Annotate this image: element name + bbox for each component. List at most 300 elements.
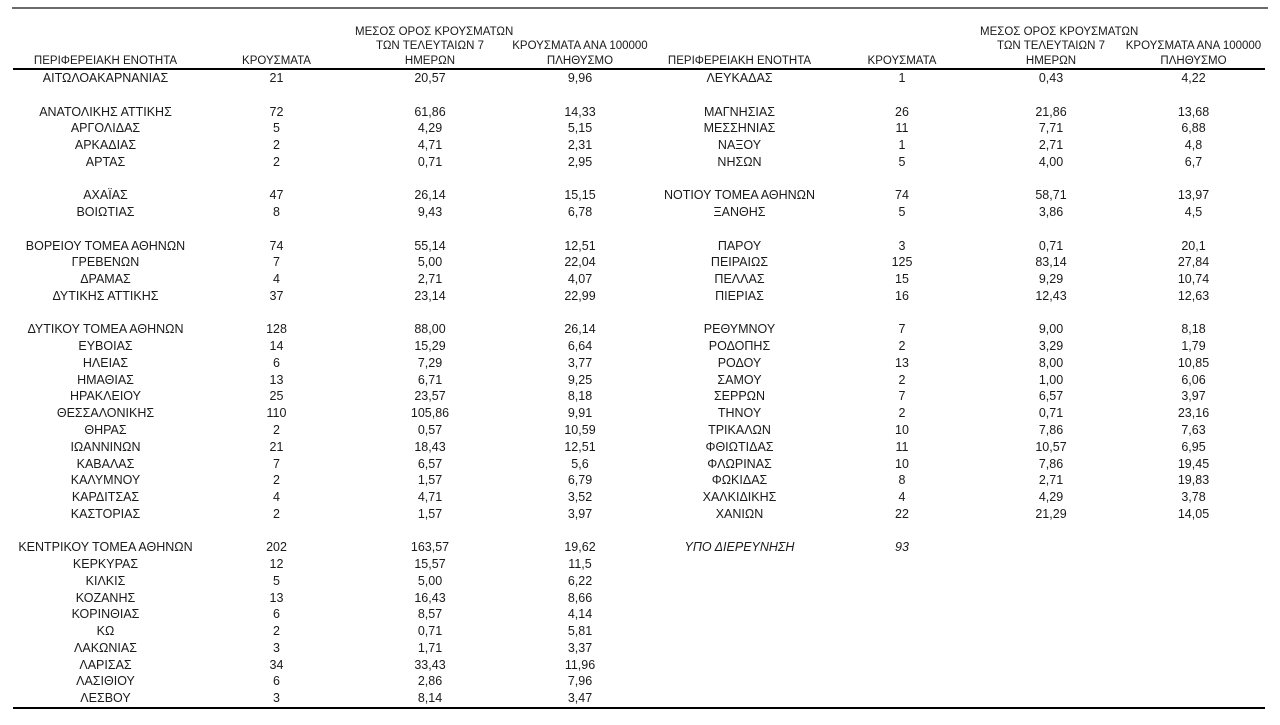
region-cell: ΗΜΑΘΙΑΣ bbox=[77, 372, 134, 387]
table-row bbox=[13, 489, 1265, 506]
value-cell: 2,71 bbox=[1038, 138, 1064, 153]
value-cell: 26,14 bbox=[414, 188, 446, 203]
header-avg7-left-line3: ΗΜΕΡΩΝ bbox=[355, 53, 505, 69]
value-cell: 58,71 bbox=[1035, 188, 1067, 203]
value-cell bbox=[1122, 87, 1265, 104]
region-cell bbox=[13, 221, 198, 238]
value-cell: 3,29 bbox=[1038, 339, 1064, 354]
header-empty bbox=[505, 25, 655, 39]
region-cell: ΓΡΕΒΕΝΩΝ bbox=[71, 255, 140, 270]
table-row bbox=[13, 573, 1265, 590]
region-cell: ΝΑΞΟΥ bbox=[717, 138, 762, 153]
value-cell bbox=[980, 221, 1122, 238]
value-cell bbox=[1122, 221, 1265, 238]
value-cell bbox=[824, 573, 980, 590]
value-cell bbox=[980, 640, 1122, 657]
value-cell bbox=[198, 523, 355, 540]
region-cell: ΚΑΒΑΛΑΣ bbox=[76, 456, 135, 471]
value-cell: 37 bbox=[269, 288, 284, 303]
table-row bbox=[13, 338, 1265, 355]
top-rule bbox=[12, 7, 1268, 9]
value-cell bbox=[980, 556, 1122, 573]
value-cell: 1 bbox=[898, 138, 906, 153]
value-cell: 88,00 bbox=[414, 322, 446, 337]
value-cell: 3,47 bbox=[505, 690, 655, 708]
value-cell: 4,29 bbox=[417, 121, 443, 136]
region-cell: ΡΕΘΥΜΝΟΥ bbox=[703, 322, 776, 337]
value-cell: 0,57 bbox=[417, 423, 443, 438]
spacer-row bbox=[13, 87, 1265, 104]
region-cell: ΛΑΣΙΘΙΟΥ bbox=[76, 674, 135, 689]
table-row bbox=[13, 422, 1265, 439]
region-cell: ΝΟΤΙΟΥ ΤΟΜΕΑ ΑΘΗΝΩΝ bbox=[663, 188, 816, 203]
value-cell: 2 bbox=[273, 473, 280, 488]
value-cell: 20,57 bbox=[414, 71, 446, 85]
region-cell: ΧΑΛΚΙΔΙΚΗΣ bbox=[702, 490, 777, 505]
value-cell: 3,97 bbox=[1181, 389, 1206, 404]
value-cell bbox=[824, 673, 980, 690]
value-cell: 6 bbox=[273, 674, 280, 689]
value-cell: 5 bbox=[273, 121, 280, 136]
region-cell: ΞΑΝΘΗΣ bbox=[713, 205, 766, 220]
region-cell bbox=[655, 573, 824, 590]
value-cell: 4,22 bbox=[1181, 71, 1206, 85]
value-cell: 13 bbox=[269, 372, 284, 387]
region-cell: ΣΑΜΟΥ bbox=[717, 372, 762, 387]
header-empty bbox=[824, 39, 980, 53]
region-cell bbox=[655, 171, 824, 188]
header-empty bbox=[1122, 25, 1265, 39]
value-cell: 10,59 bbox=[564, 423, 596, 438]
value-cell: 0,71 bbox=[417, 624, 443, 639]
value-cell: 25 bbox=[269, 389, 284, 404]
region-cell bbox=[655, 623, 824, 640]
region-cell bbox=[655, 305, 824, 322]
value-cell: 3 bbox=[898, 238, 906, 253]
value-cell: 15,15 bbox=[564, 188, 596, 203]
region-cell: ΕΥΒΟΙΑΣ bbox=[78, 339, 133, 354]
region-cell: ΛΑΡΙΣΑΣ bbox=[79, 657, 132, 672]
header-row-3 bbox=[13, 53, 1265, 69]
value-cell bbox=[1122, 606, 1265, 623]
region-cell bbox=[655, 606, 824, 623]
header-per100k-left-line2: ΠΛΗΘΥΣΜΟ bbox=[505, 53, 655, 69]
value-cell: 12,43 bbox=[1035, 288, 1067, 303]
value-cell bbox=[980, 573, 1122, 590]
value-cell: 23,14 bbox=[414, 288, 446, 303]
region-cell: ΑΧΑΪΑΣ bbox=[83, 188, 128, 203]
table-row bbox=[13, 472, 1265, 489]
value-cell: 3 bbox=[198, 690, 355, 708]
region-cell bbox=[655, 221, 824, 238]
value-cell: 2,71 bbox=[1038, 473, 1064, 488]
value-cell bbox=[1122, 590, 1265, 607]
spacer-row bbox=[13, 221, 1265, 238]
value-cell: 128 bbox=[266, 322, 287, 337]
value-cell: 16 bbox=[895, 288, 909, 303]
region-cell bbox=[13, 305, 198, 322]
value-cell: 15,29 bbox=[414, 339, 446, 354]
value-cell: 61,86 bbox=[414, 104, 446, 119]
value-cell bbox=[980, 523, 1122, 540]
region-cell bbox=[655, 657, 824, 674]
value-cell bbox=[1122, 573, 1265, 590]
header-avg7-left-line1: ΜΕΣΟΣ ΟΡΟΣ ΚΡΟΥΣΜΑΤΩΝ bbox=[355, 26, 514, 38]
value-cell: 125 bbox=[891, 255, 913, 270]
value-cell: 33,43 bbox=[414, 657, 446, 672]
value-cell: 6 bbox=[273, 355, 280, 370]
value-cell bbox=[355, 221, 505, 238]
value-cell: 5,00 bbox=[417, 255, 443, 270]
region-cell bbox=[13, 171, 198, 188]
value-cell: 4,00 bbox=[1038, 154, 1064, 169]
value-cell bbox=[1122, 556, 1265, 573]
table-row bbox=[13, 288, 1265, 305]
value-cell: 12,63 bbox=[1177, 288, 1210, 303]
region-cell: ΘΕΣΣΑΛΟΝΙΚΗΣ bbox=[56, 406, 155, 421]
value-cell bbox=[824, 171, 980, 188]
value-cell bbox=[980, 87, 1122, 104]
header-row-2 bbox=[13, 39, 1265, 53]
region-cell: ΦΘΙΩΤΙΔΑΣ bbox=[705, 439, 774, 454]
region-cell: ΑΡΓΟΛΙΔΑΣ bbox=[70, 121, 141, 136]
value-cell: 4 bbox=[273, 272, 280, 287]
table-row bbox=[13, 204, 1265, 221]
value-cell: 202 bbox=[266, 540, 287, 555]
value-cell: 2 bbox=[273, 423, 280, 438]
value-cell bbox=[355, 87, 505, 104]
region-cell: ΦΛΩΡΙΝΑΣ bbox=[707, 456, 772, 471]
value-cell bbox=[1122, 673, 1265, 690]
header-cases-right: ΚΡΟΥΣΜΑΤΑ bbox=[824, 53, 980, 69]
value-cell bbox=[824, 590, 980, 607]
value-cell bbox=[1122, 690, 1265, 708]
value-cell: 7 bbox=[898, 322, 906, 337]
region-cell: ΥΠΟ ΔΙΕΡΕΥΝΗΣΗ bbox=[684, 540, 795, 555]
value-cell: 6,95 bbox=[1181, 439, 1206, 454]
value-cell: 10,74 bbox=[1177, 272, 1210, 287]
value-cell: 7,86 bbox=[1038, 456, 1064, 471]
value-cell: 6,79 bbox=[567, 473, 593, 488]
region-cell bbox=[655, 523, 824, 540]
value-cell bbox=[1122, 623, 1265, 640]
value-cell: 9,43 bbox=[417, 205, 443, 220]
region-cell: ΑΙΤΩΛΟΑΚΑΡΝΑΝΙΑΣ bbox=[42, 71, 169, 85]
value-cell: 0,71 bbox=[1038, 406, 1064, 421]
value-cell: 18,43 bbox=[414, 439, 446, 454]
value-cell: 22,04 bbox=[564, 255, 596, 270]
value-cell: 4,71 bbox=[417, 138, 443, 153]
value-cell: 2 bbox=[898, 406, 906, 421]
region-cell: ΒΟΙΩΤΙΑΣ bbox=[76, 205, 135, 220]
region-cell: ΤΡΙΚΑΛΩΝ bbox=[708, 423, 771, 438]
region-cell bbox=[13, 87, 198, 104]
region-cell: ΚΟΡΙΝΘΙΑΣ bbox=[71, 607, 140, 622]
value-cell bbox=[505, 171, 655, 188]
value-cell: 4,8 bbox=[1184, 138, 1203, 153]
region-cell: ΜΑΓΝΗΣΙΑΣ bbox=[704, 104, 775, 119]
value-cell: 4 bbox=[898, 490, 906, 505]
region-cell bbox=[655, 673, 824, 690]
table-row bbox=[13, 456, 1265, 473]
value-cell: 19,83 bbox=[1177, 473, 1210, 488]
value-cell: 0,43 bbox=[1038, 71, 1064, 85]
value-cell: 3,52 bbox=[567, 490, 593, 505]
value-cell bbox=[505, 305, 655, 322]
region-cell: ΚΑΛΥΜΝΟΥ bbox=[70, 473, 141, 488]
region-cell: ΠΕΛΛΑΣ bbox=[714, 272, 765, 287]
value-cell: 8,00 bbox=[1038, 355, 1064, 370]
header-empty bbox=[655, 39, 824, 53]
value-cell bbox=[980, 657, 1122, 674]
table-row bbox=[13, 439, 1265, 456]
value-cell: 7 bbox=[898, 389, 906, 404]
header-row-1 bbox=[13, 25, 1265, 39]
value-cell: 6,7 bbox=[1184, 154, 1203, 169]
value-cell: 83,14 bbox=[1035, 255, 1067, 270]
value-cell bbox=[1122, 523, 1265, 540]
value-cell bbox=[355, 305, 505, 322]
value-cell: 6,22 bbox=[567, 573, 593, 588]
header-avg7-right-line2: ΤΩΝ ΤΕΛΕΥΤΑΙΩΝ 7 bbox=[997, 40, 1105, 52]
region-cell: ΘΗΡΑΣ bbox=[84, 423, 127, 438]
table-row bbox=[13, 69, 1265, 87]
value-cell: 13,68 bbox=[1177, 104, 1210, 119]
value-cell: 6,71 bbox=[417, 372, 443, 387]
value-cell: 15,57 bbox=[414, 557, 446, 572]
header-empty bbox=[198, 25, 355, 39]
value-cell bbox=[980, 590, 1122, 607]
value-cell: 163,57 bbox=[410, 540, 450, 555]
value-cell: 8,66 bbox=[567, 590, 593, 605]
value-cell: 7,71 bbox=[1038, 121, 1064, 136]
value-cell: 2 bbox=[898, 339, 906, 354]
region-cell: ΦΩΚΙΔΑΣ bbox=[711, 473, 768, 488]
table-body bbox=[13, 69, 1265, 708]
value-cell bbox=[1122, 539, 1265, 556]
value-cell bbox=[198, 87, 355, 104]
region-cell bbox=[655, 590, 824, 607]
table-row bbox=[13, 673, 1265, 690]
table-row bbox=[13, 271, 1265, 288]
table-row bbox=[13, 254, 1265, 271]
header-cases-left: ΚΡΟΥΣΜΑΤΑ bbox=[198, 53, 355, 69]
region-cell: ΧΑΝΙΩΝ bbox=[715, 506, 764, 521]
value-cell: 9,96 bbox=[567, 71, 593, 85]
value-cell: 3,37 bbox=[567, 640, 593, 655]
value-cell: 21 bbox=[269, 71, 284, 85]
value-cell: 19,62 bbox=[564, 540, 596, 555]
region-cell: ΚΩ bbox=[96, 624, 115, 639]
value-cell: 2 bbox=[273, 154, 280, 169]
value-cell bbox=[824, 221, 980, 238]
value-cell: 8,18 bbox=[1181, 322, 1206, 337]
value-cell: 22,99 bbox=[564, 288, 596, 303]
region-cell: ΤΗΝΟΥ bbox=[717, 406, 762, 421]
value-cell: 0,71 bbox=[1038, 238, 1064, 253]
value-cell: 6,64 bbox=[567, 339, 593, 354]
value-cell: 8,18 bbox=[567, 389, 593, 404]
value-cell: 55,14 bbox=[414, 238, 446, 253]
value-cell: 47 bbox=[269, 188, 284, 203]
value-cell bbox=[505, 523, 655, 540]
value-cell: 3,77 bbox=[567, 355, 593, 370]
value-cell: 8 bbox=[898, 473, 906, 488]
header-empty bbox=[824, 25, 980, 39]
value-cell: 11 bbox=[895, 439, 909, 454]
value-cell: 1,79 bbox=[1181, 339, 1206, 354]
header-empty bbox=[198, 39, 355, 53]
table-row bbox=[13, 657, 1265, 674]
region-cell bbox=[655, 87, 824, 104]
region-cell: ΠΙΕΡΙΑΣ bbox=[715, 288, 764, 303]
region-cell: ΡΟΔΟΠΗΣ bbox=[708, 339, 771, 354]
value-cell: 21 bbox=[269, 439, 284, 454]
value-cell: 14,33 bbox=[564, 104, 596, 119]
region-cell: ΙΩΑΝΝΙΝΩΝ bbox=[70, 439, 141, 454]
spacer-row bbox=[13, 171, 1265, 188]
region-cell: ΚΑΣΤΟΡΙΑΣ bbox=[70, 506, 141, 521]
value-cell bbox=[505, 221, 655, 238]
region-cell: ΔΥΤΙΚΟΥ ΤΟΜΕΑ ΑΘΗΝΩΝ bbox=[27, 322, 184, 337]
region-cell bbox=[13, 523, 198, 540]
value-cell: 4,29 bbox=[1038, 490, 1064, 505]
value-cell: 9,29 bbox=[1038, 272, 1064, 287]
value-cell: 1 bbox=[898, 71, 906, 85]
region-cell: ΝΗΣΩΝ bbox=[717, 154, 762, 169]
value-cell: 2,86 bbox=[417, 674, 443, 689]
value-cell: 2,95 bbox=[567, 154, 593, 169]
value-cell: 6,57 bbox=[417, 456, 443, 471]
value-cell: 3 bbox=[273, 640, 280, 655]
region-cell: ΚΕΝΤΡΙΚΟΥ ΤΟΜΕΑ ΑΘΗΝΩΝ bbox=[18, 540, 193, 555]
table-row bbox=[13, 623, 1265, 640]
value-cell bbox=[980, 606, 1122, 623]
value-cell: 110 bbox=[266, 406, 287, 421]
spacer-row bbox=[13, 305, 1265, 322]
region-cell: ΛΕΥΚΑΔΑΣ bbox=[706, 71, 773, 85]
value-cell: 4,5 bbox=[1184, 205, 1203, 220]
header-empty bbox=[13, 39, 198, 53]
value-cell: 6 bbox=[273, 607, 280, 622]
value-cell bbox=[198, 171, 355, 188]
value-cell bbox=[198, 221, 355, 238]
value-cell: 7,63 bbox=[1181, 423, 1206, 438]
value-cell bbox=[824, 87, 980, 104]
value-cell: 10 bbox=[895, 423, 909, 438]
value-cell bbox=[824, 640, 980, 657]
value-cell bbox=[355, 171, 505, 188]
table-header bbox=[13, 25, 1265, 69]
value-cell: 10,85 bbox=[1177, 355, 1210, 370]
value-cell: 9,00 bbox=[1038, 322, 1064, 337]
value-cell: 2,31 bbox=[567, 138, 593, 153]
header-empty bbox=[13, 25, 198, 39]
value-cell: 4,07 bbox=[567, 272, 593, 287]
value-cell: 10,57 bbox=[1035, 439, 1067, 454]
header-per100k-left-line1: ΚΡΟΥΣΜΑΤΑ ΑΝΑ 100000 bbox=[512, 40, 648, 52]
value-cell: 74 bbox=[269, 238, 284, 253]
value-cell bbox=[1122, 305, 1265, 322]
value-cell bbox=[980, 539, 1122, 556]
value-cell: 11 bbox=[895, 121, 909, 136]
regional-cases-table bbox=[13, 25, 1265, 709]
value-cell: 26 bbox=[895, 104, 909, 119]
value-cell bbox=[980, 673, 1122, 690]
value-cell: 14,05 bbox=[1177, 506, 1210, 521]
value-cell: 72 bbox=[269, 104, 284, 119]
value-cell bbox=[824, 623, 980, 640]
table-row bbox=[13, 154, 1265, 171]
value-cell: 12 bbox=[269, 557, 284, 572]
value-cell: 7,86 bbox=[1038, 423, 1064, 438]
value-cell: 6,88 bbox=[1181, 121, 1206, 136]
region-cell: ΚΟΖΑΝΗΣ bbox=[75, 590, 136, 605]
value-cell: 1,57 bbox=[417, 506, 443, 521]
value-cell: 5,15 bbox=[567, 121, 593, 136]
value-cell bbox=[824, 305, 980, 322]
value-cell: 12,51 bbox=[564, 439, 596, 454]
value-cell: 2 bbox=[273, 506, 280, 521]
value-cell: 5 bbox=[273, 573, 280, 588]
value-cell: 2 bbox=[898, 372, 906, 387]
value-cell: 16,43 bbox=[414, 590, 446, 605]
region-cell: ΚΑΡΔΙΤΣΑΣ bbox=[71, 490, 140, 505]
region-cell: ΗΛΕΙΑΣ bbox=[82, 355, 129, 370]
region-cell: ΜΕΣΣΗΝΙΑΣ bbox=[703, 121, 776, 136]
table-row bbox=[13, 405, 1265, 422]
value-cell bbox=[980, 305, 1122, 322]
region-cell: ΛΕΣΒΟΥ bbox=[13, 690, 198, 708]
value-cell: 1,00 bbox=[1038, 372, 1064, 387]
header-region-left: ΠΕΡΙΦΕΡΕΙΑΚΗ ΕΝΟΤΗΤΑ bbox=[13, 53, 198, 69]
value-cell: 4,14 bbox=[567, 607, 593, 622]
header-avg7-right-line1: ΜΕΣΟΣ ΟΡΟΣ ΚΡΟΥΣΜΑΤΩΝ bbox=[980, 26, 1139, 38]
table-row bbox=[13, 137, 1265, 154]
value-cell: 6,57 bbox=[1038, 389, 1064, 404]
value-cell bbox=[980, 690, 1122, 708]
table-row bbox=[13, 539, 1265, 556]
value-cell: 5,6 bbox=[571, 456, 589, 471]
value-cell: 27,84 bbox=[1177, 255, 1210, 270]
header-region-right: ΠΕΡΙΦΕΡΕΙΑΚΗ ΕΝΟΤΗΤΑ bbox=[655, 53, 824, 69]
region-cell: ΑΝΑΤΟΛΙΚΗΣ ΑΤΤΙΚΗΣ bbox=[39, 104, 172, 119]
value-cell: 2 bbox=[273, 624, 280, 639]
value-cell: 0,71 bbox=[417, 154, 443, 169]
value-cell: 8,57 bbox=[417, 607, 443, 622]
region-cell: ΑΡΤΑΣ bbox=[85, 154, 126, 169]
value-cell: 21,86 bbox=[1035, 104, 1067, 119]
table-row bbox=[13, 606, 1265, 623]
value-cell: 6,06 bbox=[1181, 372, 1206, 387]
value-cell: 105,86 bbox=[410, 406, 450, 421]
table-row bbox=[13, 640, 1265, 657]
table-row bbox=[13, 590, 1265, 607]
region-cell: ΚΙΛΚΙΣ bbox=[85, 573, 126, 588]
region-cell: ΒΟΡΕΙΟΥ ΤΟΜΕΑ ΑΘΗΝΩΝ bbox=[25, 238, 186, 253]
value-cell: 1,57 bbox=[417, 473, 443, 488]
region-cell: ΛΑΚΩΝΙΑΣ bbox=[74, 640, 137, 655]
region-cell: ΠΕΙΡΑΙΩΣ bbox=[710, 255, 769, 270]
region-cell bbox=[655, 640, 824, 657]
value-cell: 5 bbox=[898, 205, 906, 220]
value-cell: 11,96 bbox=[564, 657, 596, 672]
value-cell: 13,97 bbox=[1177, 188, 1210, 203]
region-cell: ΡΟΔΟΥ bbox=[717, 355, 762, 370]
value-cell: 19,45 bbox=[1177, 456, 1210, 471]
value-cell: 8 bbox=[273, 205, 280, 220]
value-cell: 12,51 bbox=[564, 238, 596, 253]
